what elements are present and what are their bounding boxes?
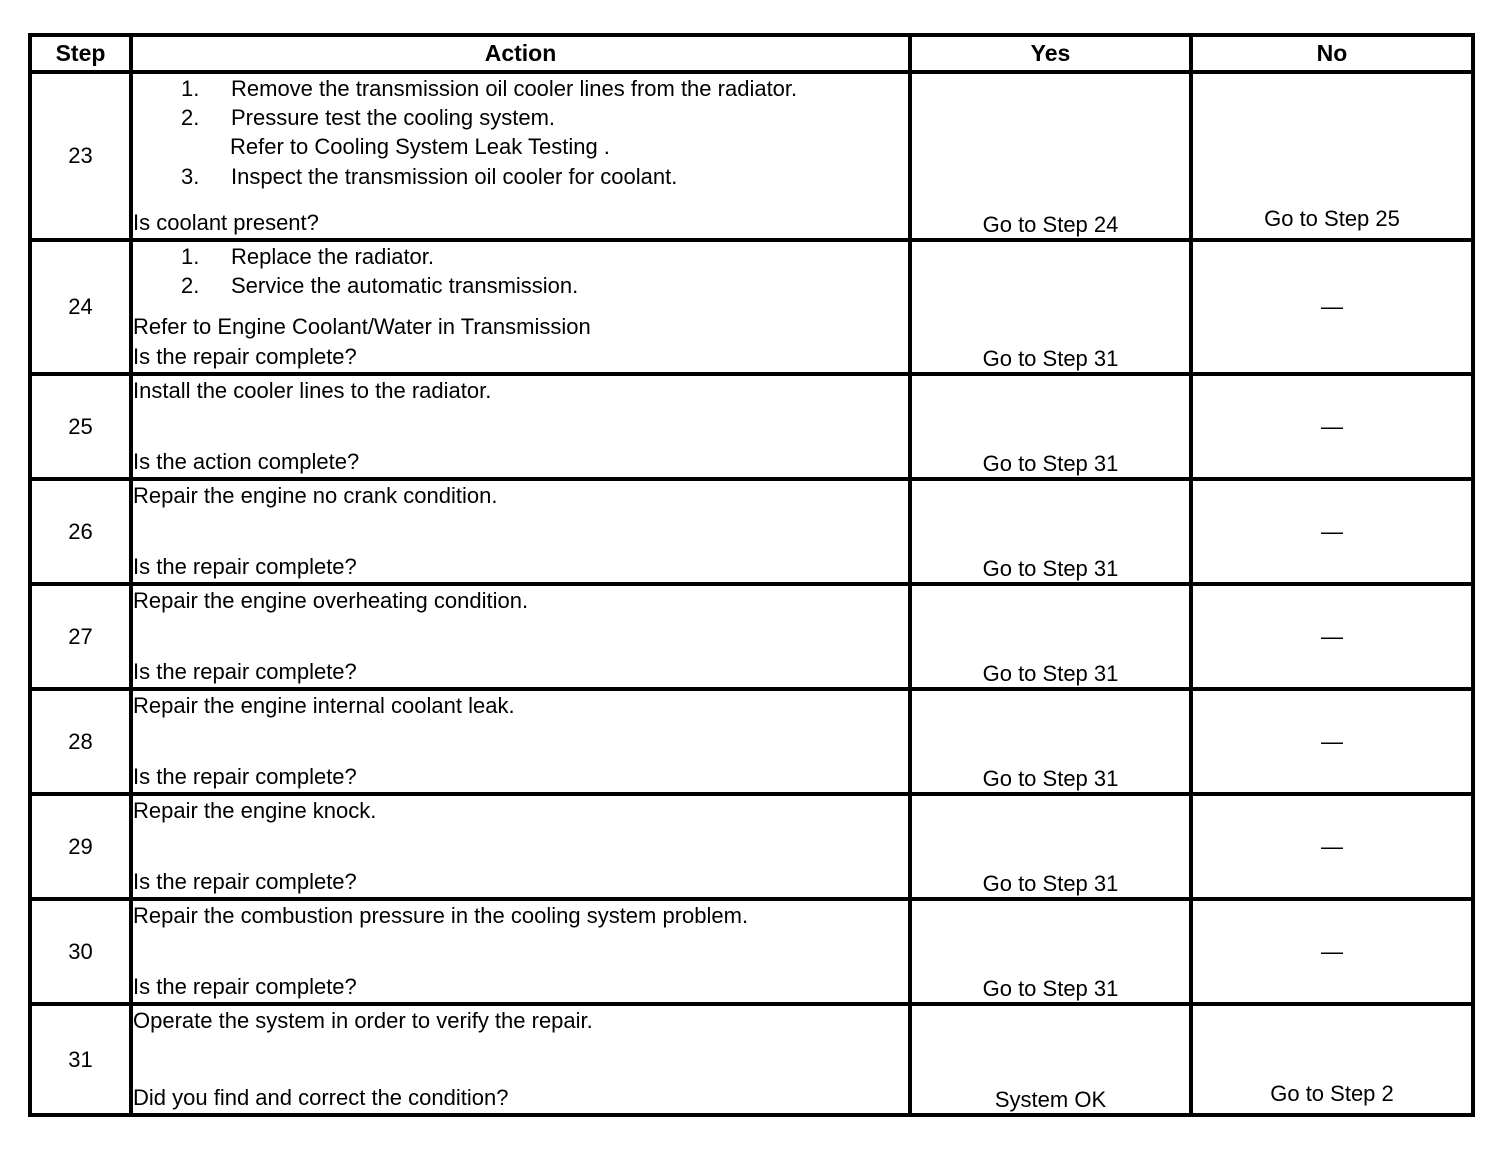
table-row [30,794,1473,899]
step-number: 26 [30,479,131,584]
header-row [30,35,1473,72]
no-result: — [1191,479,1473,584]
question-text: Is the repair complete? [133,344,357,369]
table-row [30,689,1473,794]
yes-result: Go to Step 31 [910,374,1191,479]
yes-result: System OK [910,1004,1191,1115]
action-text: Repair the engine no crank condition. [133,483,498,508]
header-action: Action [131,35,910,72]
table-row [30,899,1473,1004]
list-item: 2. Service the automatic transmission. [181,273,579,298]
action-cell [131,479,910,584]
no-result: — [1191,374,1473,479]
question-text: Is the repair complete? [133,764,357,789]
action-cell [131,794,910,899]
step-number: 25 [30,374,131,479]
action-text: Repair the combustion pressure in the cooling system problem. [133,903,749,928]
header-yes: Yes [910,35,1191,72]
table-row [30,240,1473,374]
yes-result: Go to Step 31 [910,584,1191,689]
action-cell [131,240,910,374]
no-result: — [1191,240,1473,374]
yes-result: Go to Step 31 [910,689,1191,794]
reference-note: Refer to Cooling System Leak Testing . [230,134,610,159]
action-list [133,242,908,300]
table-row [30,1004,1473,1115]
table-row [30,584,1473,689]
no-result: — [1191,899,1473,1004]
no-result: — [1191,794,1473,899]
question-text: Is coolant present? [133,210,319,235]
yes-result: Go to Step 31 [910,240,1191,374]
action-list [133,74,908,132]
step-number: 28 [30,689,131,794]
question-text: Is the repair complete? [133,659,357,684]
step-number: 29 [30,794,131,899]
step-number: 31 [30,1004,131,1115]
no-result: Go to Step 2 [1191,1004,1473,1115]
action-cell [131,374,910,479]
no-result: — [1191,689,1473,794]
question-text: Is the repair complete? [133,869,357,894]
action-text: Repair the engine knock. [133,798,377,823]
action-text: Repair the engine overheating condition. [133,588,529,613]
list-item: 1. Replace the radiator. [181,244,435,269]
step-number: 27 [30,584,131,689]
no-result: — [1191,584,1473,689]
action-cell [131,689,910,794]
table-row [30,374,1473,479]
yes-result: Go to Step 31 [910,899,1191,1004]
action-cell [131,72,910,240]
table-row [30,479,1473,584]
step-number: 24 [30,240,131,374]
action-list [133,162,908,191]
list-item: 1. Remove the transmission oil cooler lines from the radiator. [181,76,798,101]
question-text: Is the repair complete? [133,554,357,579]
question-text: Did you find and correct the condition? [133,1085,509,1110]
action-cell [131,584,910,689]
header-no: No [1191,35,1473,72]
yes-result: Go to Step 31 [910,479,1191,584]
diagnostic-table [28,33,1475,1117]
action-cell [131,899,910,1004]
step-number: 23 [30,72,131,240]
action-text: Operate the system in order to verify the repair. [133,1008,593,1033]
action-text: Install the cooler lines to the radiator. [133,378,492,403]
action-cell [131,1004,910,1115]
question-text: Is the repair complete? [133,974,357,999]
header-step: Step [30,35,131,72]
yes-result: Go to Step 24 [910,72,1191,240]
list-item: 2. Pressure test the cooling system. [181,105,556,130]
step-number: 30 [30,899,131,1004]
no-result: Go to Step 25 [1191,72,1473,240]
reference-note: Refer to Engine Coolant/Water in Transmission [133,314,591,339]
table-row [30,72,1473,240]
list-item: 3. Inspect the transmission oil cooler for coolant. [181,164,678,189]
yes-result: Go to Step 31 [910,794,1191,899]
question-text: Is the action complete? [133,449,360,474]
action-text: Repair the engine internal coolant leak. [133,693,515,718]
